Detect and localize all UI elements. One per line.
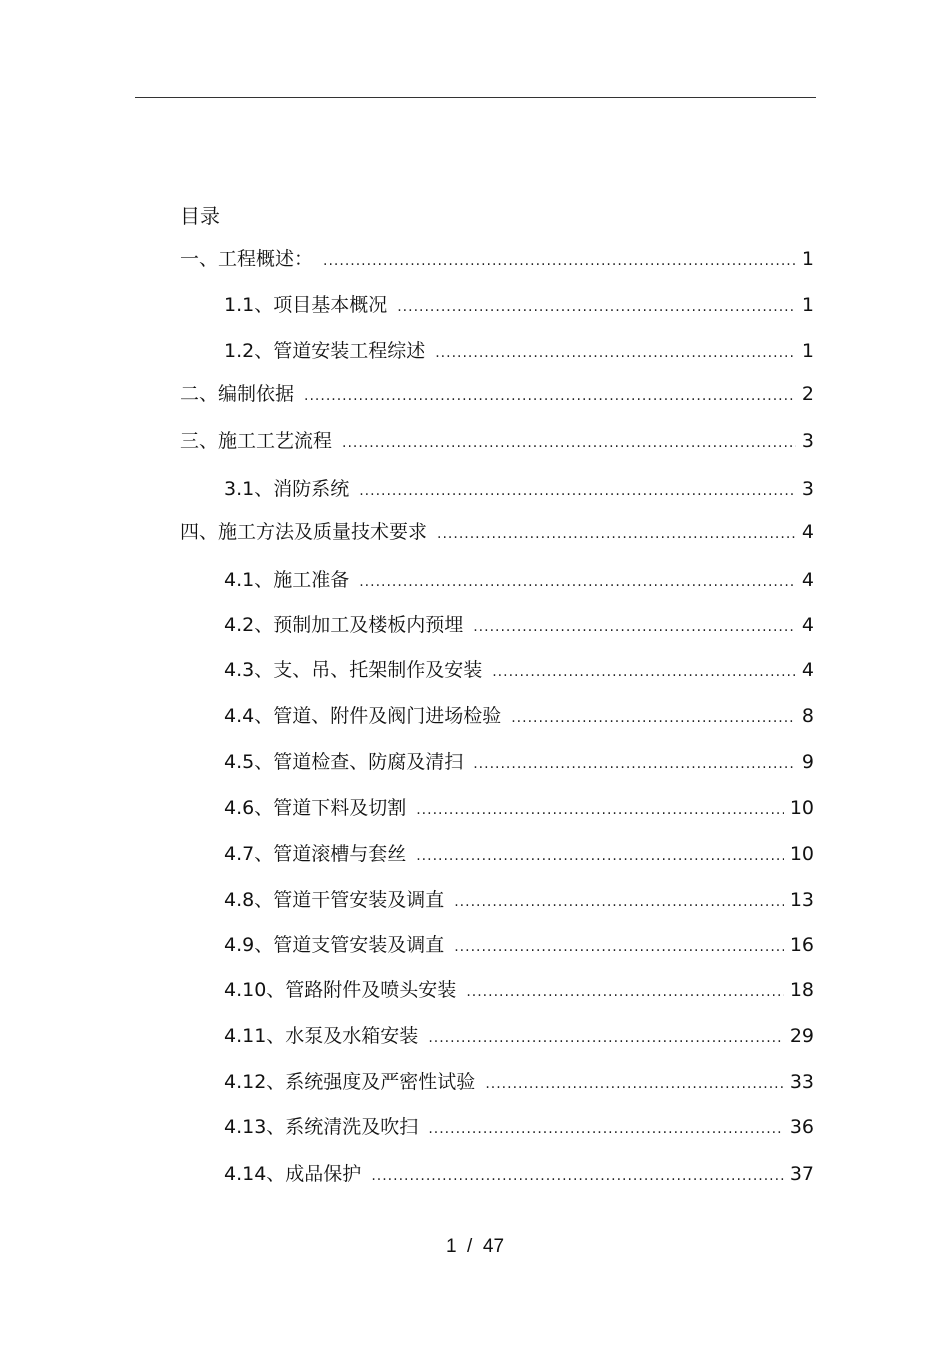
toc-entry-label: 1.2、管道安装工程综述: [224, 340, 426, 362]
toc-entry-label: 4.6、管道下料及切割: [224, 797, 407, 819]
toc-entry[interactable]: [224, 567, 814, 593]
toc-dot-leader: [428, 1116, 784, 1142]
toc-entry-page: 1: [801, 340, 814, 362]
toc-dot-leader: [359, 569, 796, 595]
toc-entry-page: 4: [801, 521, 814, 543]
toc-entry-label: 4.12、系统强度及严密性试验: [224, 1071, 476, 1093]
toc-entry-label: 4.9、管道支管安装及调直: [224, 934, 445, 956]
toc-dot-leader: [511, 705, 796, 731]
toc-entry-page: 9: [801, 751, 814, 773]
page-number: 1 / 47: [445, 1236, 505, 1257]
toc-entry-page: 10: [789, 797, 814, 819]
toc-entry-page: 36: [789, 1116, 814, 1138]
toc-entry-page: 4: [801, 569, 814, 591]
toc-entry-page: 13: [789, 889, 814, 911]
toc-entry-page: 37: [789, 1163, 814, 1185]
toc-entry[interactable]: [224, 932, 814, 958]
toc-entry[interactable]: [224, 1023, 814, 1049]
toc-entry-label: 4.1、施工准备: [224, 569, 350, 591]
toc-entry[interactable]: [224, 476, 814, 502]
toc-entry[interactable]: [224, 841, 814, 867]
toc-entry[interactable]: [180, 381, 814, 407]
toc-entry-label: 三、施工工艺流程: [180, 430, 333, 452]
toc-dot-leader: [416, 843, 784, 869]
toc-entry-label: 4.10、管路附件及喷头安装: [224, 979, 457, 1001]
toc-entry-label: 4.4、管道、附件及阀门进场检验: [224, 705, 502, 727]
toc-entry[interactable]: [224, 612, 814, 638]
toc-dot-leader: [342, 430, 796, 456]
toc-entry[interactable]: [224, 795, 814, 821]
toc-dot-leader: [454, 889, 784, 915]
toc-entry-label: 3.1、消防系统: [224, 478, 350, 500]
toc-dot-leader: [437, 521, 796, 547]
toc-entry[interactable]: [224, 338, 814, 364]
toc-entry-label: 4.2、预制加工及楼板内预埋: [224, 614, 464, 636]
toc-entry-label: 4.11、水泵及水箱安装: [224, 1025, 419, 1047]
toc-entry[interactable]: [224, 977, 814, 1003]
toc-entry-page: 3: [801, 478, 814, 500]
toc-entry[interactable]: [224, 749, 814, 775]
toc-entry-label: 4.14、成品保护: [224, 1163, 362, 1185]
toc-entry-page: 8: [801, 705, 814, 727]
toc-entry-page: 16: [789, 934, 814, 956]
toc-dot-leader: [466, 979, 784, 1005]
toc-dot-leader: [473, 614, 796, 640]
toc-entry-page: 10: [789, 843, 814, 865]
toc-entry[interactable]: [224, 887, 814, 913]
toc-entry-page: 33: [789, 1071, 814, 1093]
toc-entry-label: 4.8、管道干管安装及调直: [224, 889, 445, 911]
toc-entry-label: 二、编制依据: [180, 383, 295, 405]
toc-entry-label: 4.7、管道滚槽与套丝: [224, 843, 407, 865]
toc-entry[interactable]: [224, 1069, 814, 1095]
toc-entry-page: 1: [801, 294, 814, 316]
toc-entry-label: 一、工程概述：: [180, 248, 314, 270]
toc-dot-leader: [492, 659, 796, 685]
toc-dot-leader: [371, 1163, 784, 1189]
toc-dot-leader: [323, 248, 796, 274]
toc-entry[interactable]: [224, 657, 814, 683]
toc-dot-leader: [397, 294, 796, 320]
toc-dot-leader: [454, 934, 784, 960]
toc-dot-leader: [416, 797, 784, 823]
toc-entry[interactable]: [224, 1161, 814, 1187]
toc-entry[interactable]: [224, 292, 814, 318]
toc-dot-leader: [304, 383, 796, 409]
toc-entry-label: 四、施工方法及质量技术要求: [180, 521, 428, 543]
toc-entry-page: 3: [801, 430, 814, 452]
toc-entry-page: 2: [801, 383, 814, 405]
toc-entry-page: 29: [789, 1025, 814, 1047]
toc-entry[interactable]: [180, 246, 814, 272]
toc-entry-label: 4.5、管道检查、防腐及清扫: [224, 751, 464, 773]
toc-dot-leader: [435, 340, 796, 366]
toc-entry-label: 4.3、支、吊、托架制作及安装: [224, 659, 483, 681]
toc-dot-leader: [359, 478, 796, 504]
toc-entry[interactable]: [224, 1114, 814, 1140]
toc-entry-page: 4: [801, 659, 814, 681]
toc-entry[interactable]: [180, 519, 814, 545]
toc-dot-leader: [428, 1025, 784, 1051]
toc-entry-page: 1: [801, 248, 814, 270]
toc-entry-label: 4.13、系统清洗及吹扫: [224, 1116, 419, 1138]
toc-entry[interactable]: [180, 428, 814, 454]
toc-entry[interactable]: [224, 703, 814, 729]
toc-entry-page: 4: [801, 614, 814, 636]
toc-entry-label: 1.1、项目基本概况: [224, 294, 388, 316]
toc-title: 目录: [180, 204, 220, 228]
toc-dot-leader: [473, 751, 796, 777]
toc-entry-page: 18: [789, 979, 814, 1001]
toc-dot-leader: [485, 1071, 784, 1097]
